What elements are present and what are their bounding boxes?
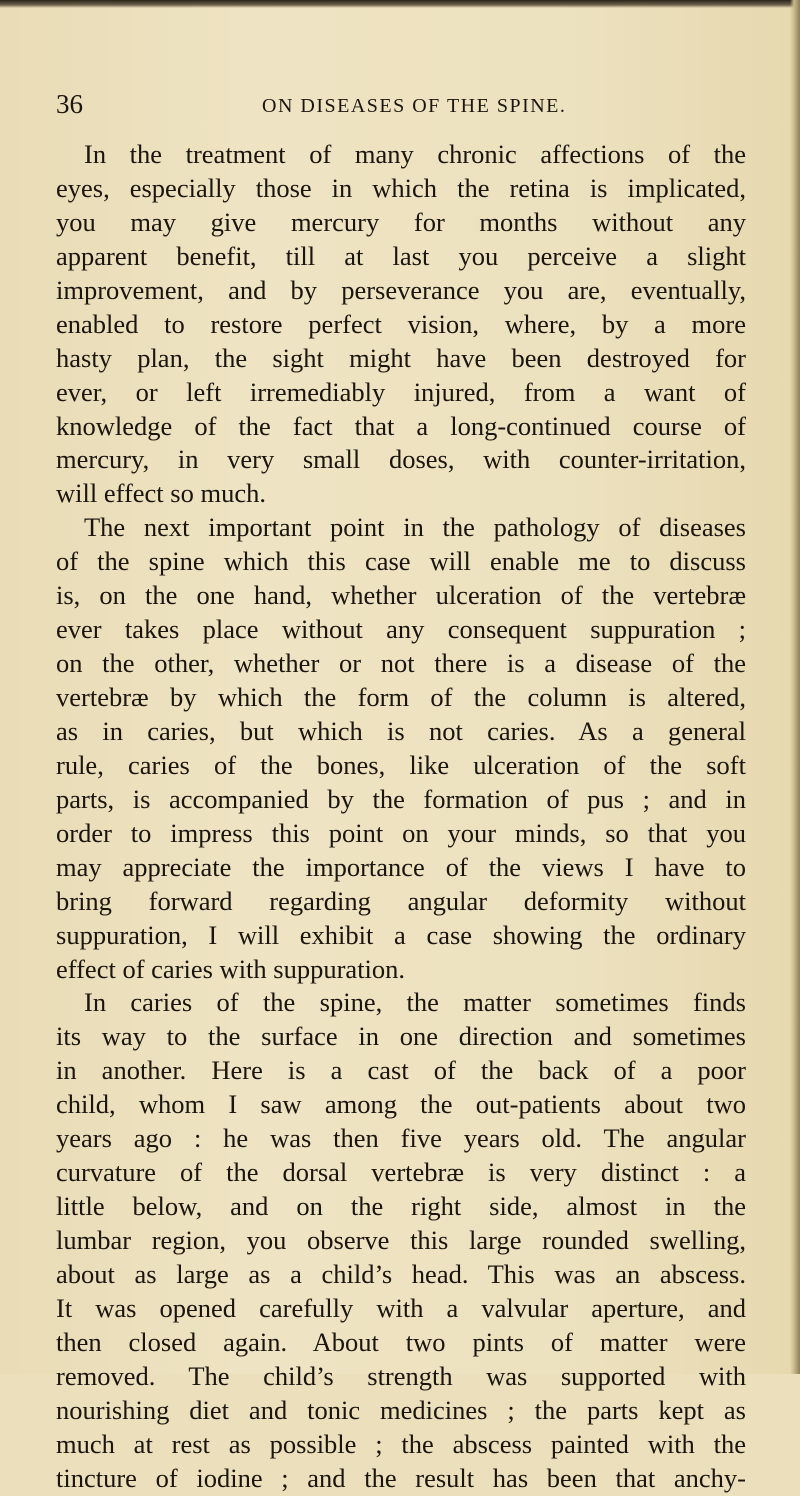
text-line: years ago : he was then five years old. The angular bbox=[56, 1123, 746, 1154]
text-line: will effect so much. bbox=[56, 478, 266, 509]
text-line: then closed again. About two pints of matter were bbox=[56, 1326, 746, 1357]
body-text bbox=[56, 138, 746, 1496]
text-line: knowledge of the fact that a long-continued course of bbox=[56, 410, 746, 441]
text-line: lumbar region, you observe this large rounded swelling, bbox=[56, 1225, 746, 1255]
text-line: little below, and on the right side, almost in the bbox=[56, 1191, 746, 1222]
text-line: tincture of iodine ; and the result has been that anchy- bbox=[56, 1462, 746, 1493]
text-line: ever, or left irremediably injured, from a want of bbox=[56, 376, 746, 407]
text-line: vertebræ by which the form of the column is altered, bbox=[56, 682, 746, 712]
text-line: suppuration, I will exhibit a case showing the ordinary bbox=[56, 919, 746, 950]
text-line: nourishing diet and tonic medicines ; the parts kept as bbox=[56, 1394, 746, 1425]
text-line: It was opened carefully with a valvular aperture, and bbox=[56, 1292, 746, 1323]
text-line: improvement, and by perseverance you are, eventually, bbox=[56, 274, 746, 305]
text-line: rule, caries of the bones, like ulceration of the soft bbox=[56, 749, 746, 780]
text-line: of the spine which this case will enable me to discuss bbox=[56, 546, 746, 577]
text-line: enabled to restore perfect vision, where, by a more bbox=[56, 308, 746, 339]
text-line: curvature of the dorsal vertebræ is very distinct : a bbox=[56, 1157, 746, 1188]
text-line: its way to the surface in one direction and sometimes bbox=[56, 1021, 746, 1052]
text-line: parts, is accompanied by the formation of pus ; and in bbox=[56, 783, 746, 814]
page-header bbox=[56, 84, 746, 124]
page-number: 36 bbox=[56, 89, 83, 119]
text-line: much at rest as possible ; the abscess painted with the bbox=[56, 1428, 746, 1459]
text-line: eyes, especially those in which the retina is implicated, bbox=[56, 172, 746, 203]
text-line: you may give mercury for months without any bbox=[56, 206, 746, 237]
text-line: effect of caries with suppuration. bbox=[56, 953, 406, 984]
text-line: hasty plan, the sight might have been destroyed for bbox=[56, 342, 746, 373]
text-line: as in caries, but which is not caries. As a general bbox=[56, 715, 746, 746]
text-line: may appreciate the importance of the views I have to bbox=[56, 851, 746, 882]
text-line: mercury, in very small doses, with counter-irritation, bbox=[56, 444, 746, 475]
text-line: order to impress this point on your minds, so that you bbox=[56, 817, 746, 848]
page-top-edge bbox=[0, 0, 800, 8]
text-line: bring forward regarding angular deformity without bbox=[56, 885, 746, 916]
text-line: on the other, whether or not there is a disease of the bbox=[56, 648, 746, 679]
text-line: apparent benefit, till at last you perceive a slight bbox=[56, 240, 746, 271]
text-line: in another. Here is a cast of the back of a poor bbox=[56, 1055, 746, 1086]
text-line: In caries of the spine, the matter sometimes finds bbox=[84, 987, 746, 1018]
text-line: ever takes place without any consequent suppuration ; bbox=[56, 614, 746, 645]
text-line: child, whom I saw among the out-patients about two bbox=[56, 1089, 746, 1120]
text-line: The next important point in the pathology of diseases bbox=[84, 512, 746, 543]
page-right-edge bbox=[790, 0, 800, 1374]
text-line: In the treatment of many chronic affections of the bbox=[84, 139, 746, 169]
text-line: about as large as a child’s head. This was an abscess. bbox=[56, 1258, 746, 1289]
text-line: is, on the one hand, whether ulceration of the vertebræ bbox=[56, 580, 746, 611]
running-title: ON DISEASES OF THE SPINE. bbox=[262, 95, 567, 117]
text-line: removed. The child’s strength was supported with bbox=[56, 1360, 746, 1391]
